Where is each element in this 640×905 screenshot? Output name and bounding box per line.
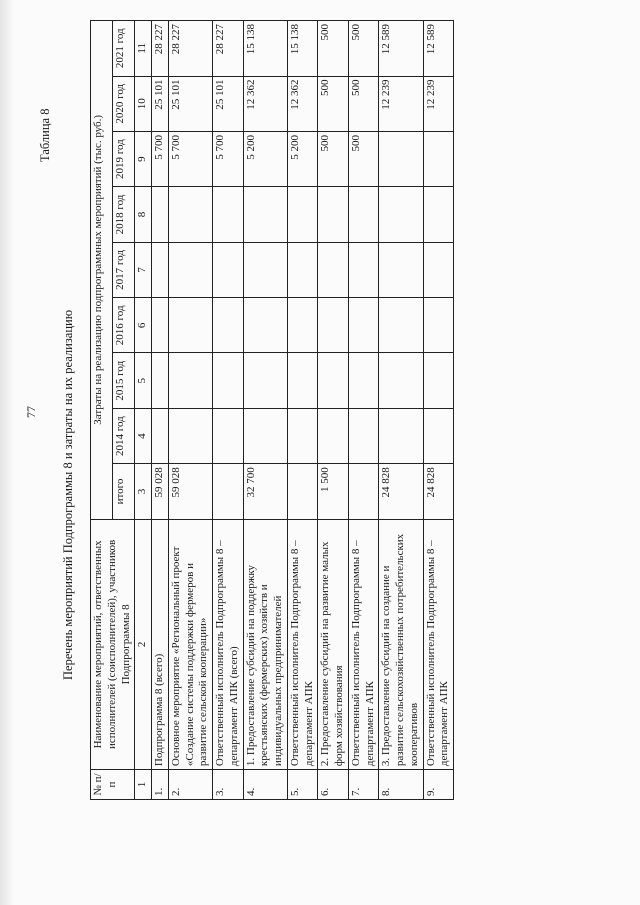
row-2021: 15 138 (243, 21, 287, 77)
row-2017 (152, 242, 169, 297)
row-total: 24 828 (423, 464, 454, 519)
row-total (287, 464, 318, 519)
row-2015 (423, 353, 454, 408)
row-2015 (243, 353, 287, 408)
table-label: Таблица 8 (38, 108, 52, 162)
row-number: 4. (243, 770, 287, 800)
row-2015 (168, 353, 212, 408)
column-number: 10 (135, 76, 152, 131)
row-name: 2. Предоставление субсидий на развитие малых форм хозяйствования (318, 519, 349, 769)
row-2018 (348, 187, 379, 242)
row-total (213, 464, 244, 519)
row-2018 (423, 187, 454, 242)
row-2015 (152, 353, 169, 408)
row-2018 (379, 187, 423, 242)
row-name: Ответственный исполнитель Подпрограммы 8 – департамент АПК (348, 519, 379, 769)
column-number: 2 (135, 519, 152, 769)
row-2018 (152, 187, 169, 242)
row-2020: 12 239 (423, 76, 454, 131)
row-name: 1. Предоставление субсидий на поддержку крестьянских (фермерских) хозяйств и индивидуальных предпринимателей (243, 519, 287, 769)
row-2019: 5 200 (243, 131, 287, 186)
row-2020: 25 101 (152, 76, 169, 131)
row-2017 (379, 242, 423, 297)
row-2014 (318, 408, 349, 463)
row-2016 (379, 298, 423, 353)
row-number: 9. (423, 770, 454, 800)
costs-table (90, 20, 454, 800)
header-year: 2017 год (113, 242, 135, 297)
header-year: 2014 год (113, 408, 135, 463)
row-2020: 12 362 (243, 76, 287, 131)
row-2020: 25 101 (213, 76, 244, 131)
row-2018 (318, 187, 349, 242)
row-2019 (423, 131, 454, 186)
row-total: 32 700 (243, 464, 287, 519)
row-total: 24 828 (379, 464, 423, 519)
row-2021: 12 589 (423, 21, 454, 77)
row-2019: 5 200 (287, 131, 318, 186)
row-2014 (213, 408, 244, 463)
row-name: Основное мероприятие «Региональный проект «Создание системы поддержки фермеров и развитие сельской кооперации» (168, 519, 212, 769)
header-year: 2015 год (113, 353, 135, 408)
row-2019: 500 (318, 131, 349, 186)
row-2014 (152, 408, 169, 463)
row-total: 59 028 (152, 464, 169, 519)
column-number: 6 (135, 298, 152, 353)
row-2020: 25 101 (168, 76, 212, 131)
header-year: 2018 год (113, 187, 135, 242)
rotated-page-content (24, 0, 550, 800)
column-number: 4 (135, 408, 152, 463)
row-2016 (287, 298, 318, 353)
table-row (243, 21, 287, 800)
row-2021: 28 227 (168, 21, 212, 77)
header-year: 2019 год (113, 131, 135, 186)
row-name: Ответственный исполнитель Подпрограммы 8 – департамент АПК (всего) (213, 519, 244, 769)
row-2017 (348, 242, 379, 297)
row-2021: 15 138 (287, 21, 318, 77)
row-number: 6. (318, 770, 349, 800)
row-2016 (243, 298, 287, 353)
page-number: 77 (24, 406, 38, 418)
table-row (287, 21, 318, 800)
row-2017 (287, 242, 318, 297)
row-total: 59 028 (168, 464, 212, 519)
row-total (348, 464, 379, 519)
column-number: 8 (135, 187, 152, 242)
table-row (318, 21, 349, 800)
row-2020: 12 362 (287, 76, 318, 131)
row-2020: 500 (348, 76, 379, 131)
row-2021: 28 227 (152, 21, 169, 77)
header-costs: Затраты на реализацию подпрограммных мероприятий (тыс. руб.) (91, 21, 113, 520)
row-number: 2. (168, 770, 212, 800)
row-2018 (243, 187, 287, 242)
column-number: 11 (135, 21, 152, 77)
row-2021: 12 589 (379, 21, 423, 77)
column-number: 7 (135, 242, 152, 297)
header-year: 2020 год (113, 76, 135, 131)
row-2015 (379, 353, 423, 408)
row-2019: 500 (348, 131, 379, 186)
row-2016 (318, 298, 349, 353)
row-name: Подпрограмма 8 (всего) (152, 519, 169, 769)
row-2021: 28 227 (213, 21, 244, 77)
table-title: Перечень мероприятий Подпрограммы 8 и затраты на их реализацию (61, 309, 75, 680)
header-total: итого (113, 464, 135, 519)
row-number: 1. (152, 770, 169, 800)
header-num: № п/п (91, 770, 135, 800)
row-name: Ответственный исполнитель Подпрограммы 8 – департамент АПК (287, 519, 318, 769)
column-number: 3 (135, 464, 152, 519)
row-2017 (243, 242, 287, 297)
row-2016 (152, 298, 169, 353)
table-row (348, 21, 379, 800)
row-2021: 500 (318, 21, 349, 77)
row-2020: 12 239 (379, 76, 423, 131)
row-2017 (423, 242, 454, 297)
row-number: 7. (348, 770, 379, 800)
column-number: 5 (135, 353, 152, 408)
row-2014 (168, 408, 212, 463)
header-year: 2016 год (113, 298, 135, 353)
row-2015 (213, 353, 244, 408)
header-name: Наименование мероприятий, ответственных исполнителей (соисполнителей), участников Подпрограммы 8 (91, 519, 135, 769)
row-2014 (423, 408, 454, 463)
header-year: 2021 год (113, 21, 135, 77)
row-2014 (379, 408, 423, 463)
row-2014 (348, 408, 379, 463)
row-2015 (318, 353, 349, 408)
row-2016 (423, 298, 454, 353)
row-2019 (379, 131, 423, 186)
column-number: 9 (135, 131, 152, 186)
row-2021: 500 (348, 21, 379, 77)
table-row (168, 21, 212, 800)
table-row (213, 21, 244, 800)
row-2019: 5 700 (213, 131, 244, 186)
table-row (152, 21, 169, 800)
column-number-row (135, 21, 152, 800)
row-2019: 5 700 (152, 131, 169, 186)
row-2018 (168, 187, 212, 242)
row-number: 3. (213, 770, 244, 800)
row-2019: 5 700 (168, 131, 212, 186)
table-row (379, 21, 423, 800)
row-2015 (287, 353, 318, 408)
row-number: 8. (379, 770, 423, 800)
row-number: 5. (287, 770, 318, 800)
column-number: 1 (135, 770, 152, 800)
row-name: Ответственный исполнитель Подпрограммы 8 – департамент АПК (423, 519, 454, 769)
row-total: 1 500 (318, 464, 349, 519)
row-2015 (348, 353, 379, 408)
row-2016 (168, 298, 212, 353)
header-row-top (91, 21, 113, 800)
row-2020: 500 (318, 76, 349, 131)
row-2016 (348, 298, 379, 353)
row-2014 (243, 408, 287, 463)
row-name: 3. Предоставление субсидий на создание и развитие сельскохозяйственных потребительских кооперативов (379, 519, 423, 769)
row-2018 (287, 187, 318, 242)
row-2017 (318, 242, 349, 297)
row-2018 (213, 187, 244, 242)
table-row (423, 21, 454, 800)
row-2014 (287, 408, 318, 463)
row-2016 (213, 298, 244, 353)
row-2017 (168, 242, 212, 297)
row-2017 (213, 242, 244, 297)
